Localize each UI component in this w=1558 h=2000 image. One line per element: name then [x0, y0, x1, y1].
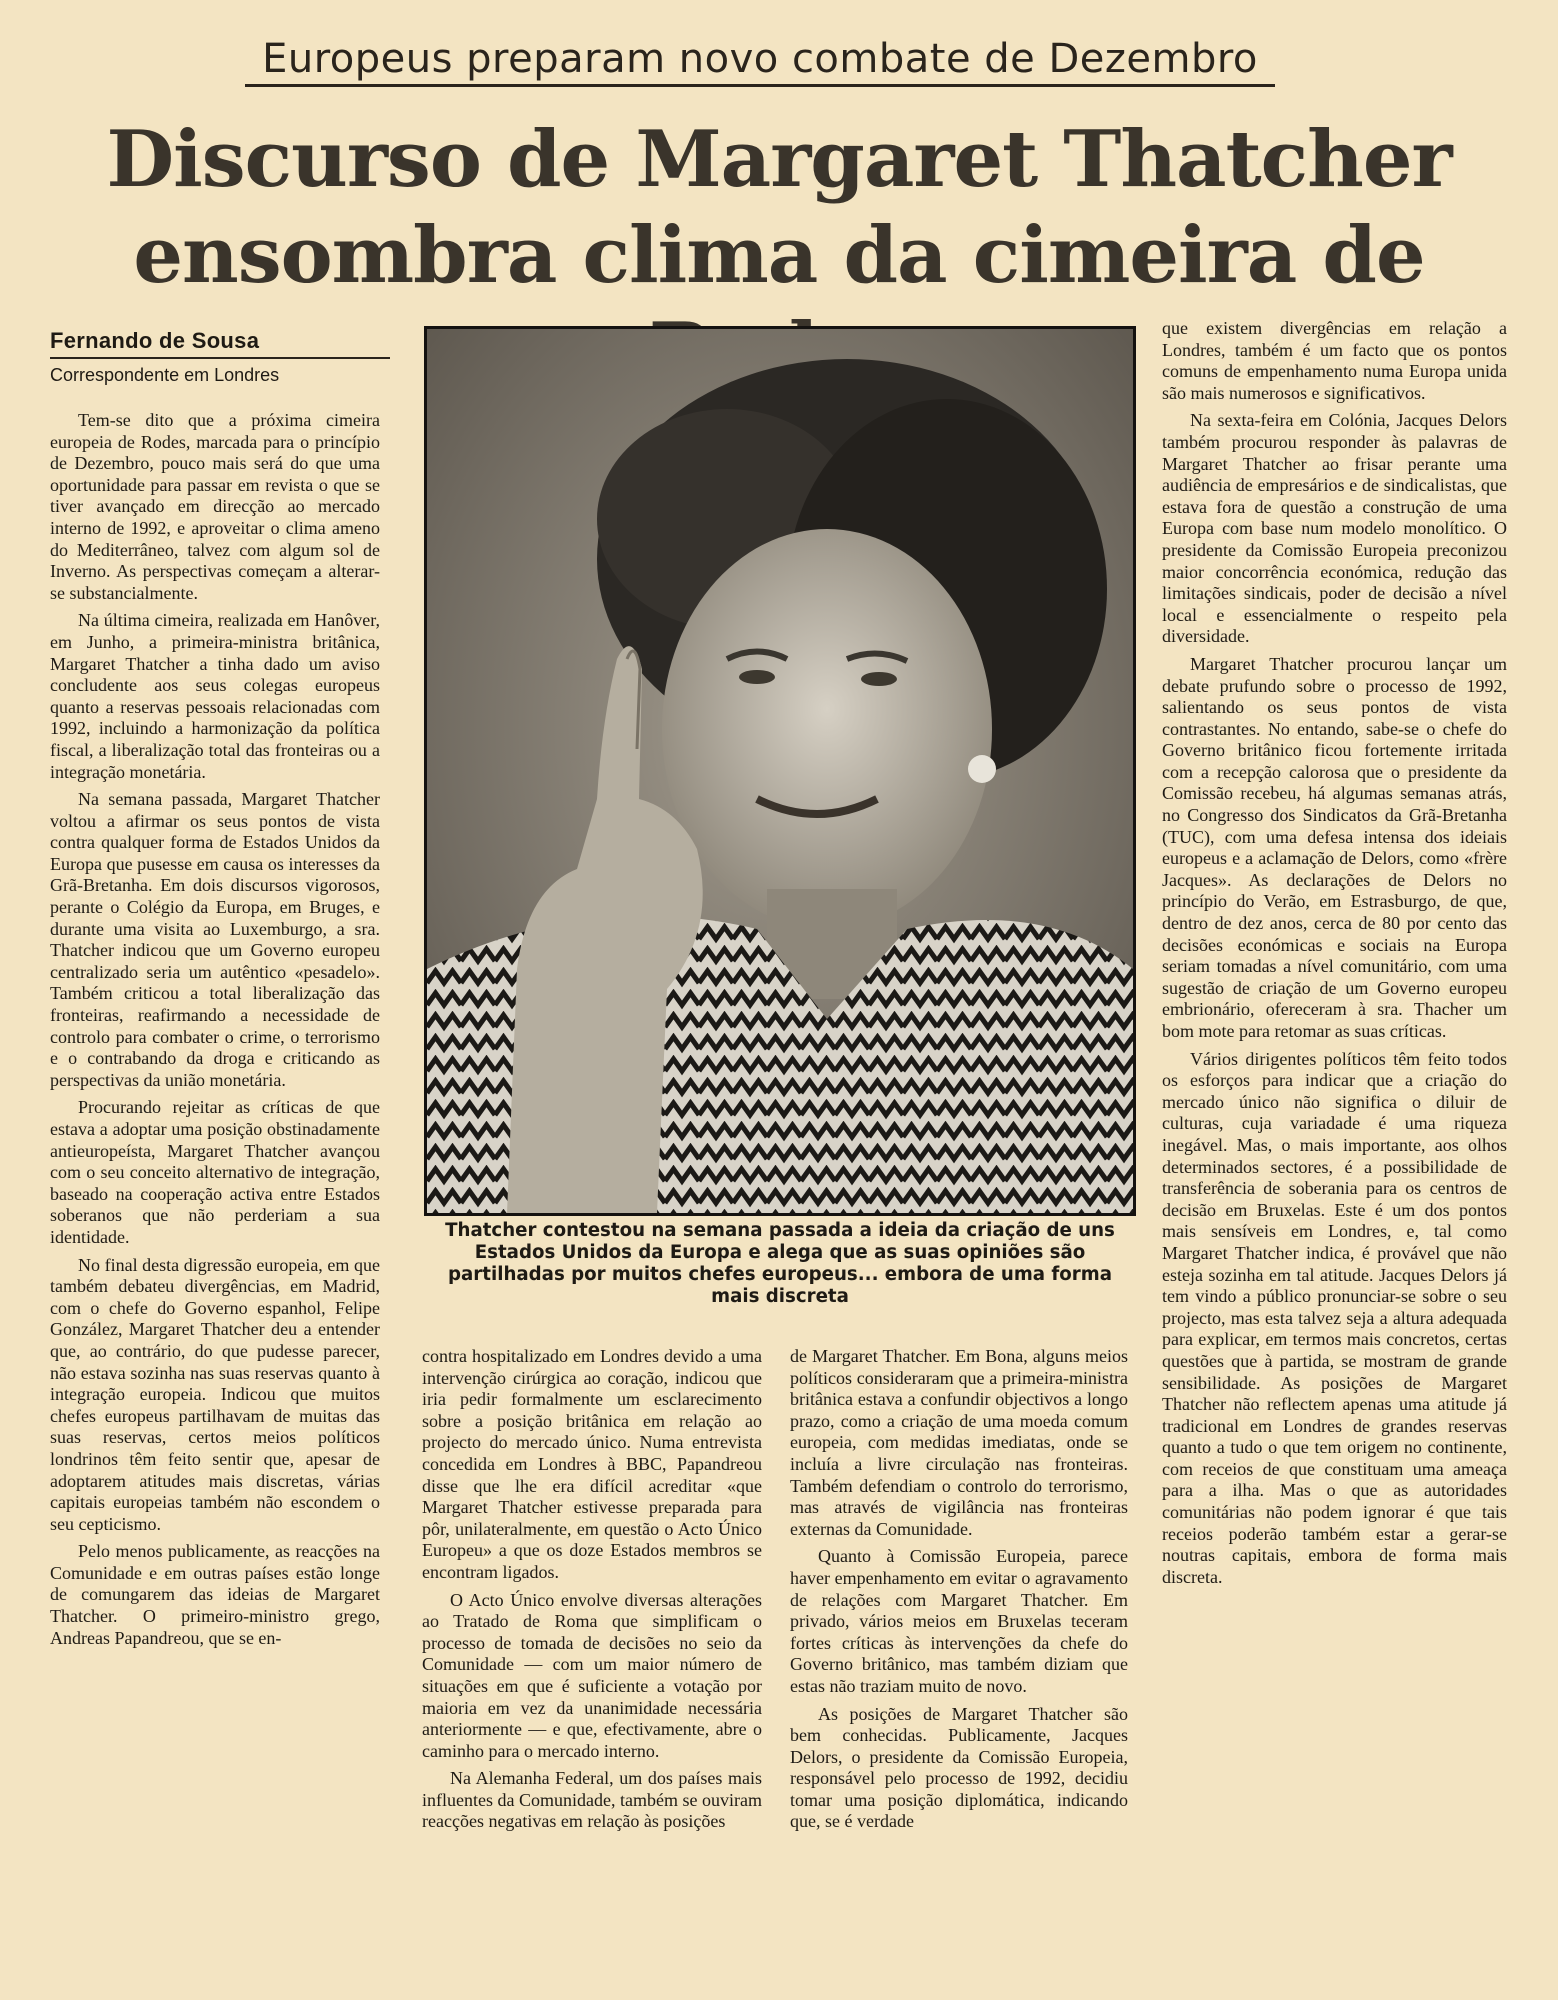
paragraph: Margaret Thatcher procurou lançar um debate prufundo sobre o processo de 1992, salientando os seus pontos de vista contrastantes. No entando, sabe-se o chefe do Governo britânico ficou fortemente irritada com a recepção calorosa que o presidente da Comissão recebeu, há algumas semanas atrás, no Congresso dos Sindicatos da Grã-Bretanha (TUC), com uma defesa intensa dos ideiais europeus e a aclamação de Delors, como «frère Jacques». As declarações de Delors no princípio do Verão, em Estrasburgo, de que, dentro de dez anos, cerca de 80 por cento das decisões económicas e sociais na Europa seriam tomadas a nível comunitário, com uma sugestão de criação de um Governo europeu embrionário, ofereceram à sra. Thacher um bom mote para retomar as suas críticas.	[1162, 653, 1507, 1041]
headline-line-2: ensombra clima da cimeira de	[133, 210, 1425, 301]
column-2	[422, 1346, 762, 1839]
paragraph: Quanto à Comissão Europeia, parece haver empenhamento em evitar o agravamento de relações com Margaret Thatcher. Em privado, vários meios em Bruxelas teceram fortes críticas às intervenções da chefe do Governo britânico, mas também diziam que estas não traziam muito de novo.	[790, 1546, 1128, 1696]
column-1	[50, 410, 380, 1655]
paragraph: Procurando rejeitar as críticas de que estava a adoptar uma posição obstinadamente antieuropeísta, Margaret Thatcher avançou com o seu conceito alternativo de integração, baseado na cooperação activa entre Estados soberanos que não perderiam a sua identidade.	[50, 1097, 380, 1247]
author-name: Fernando de Sousa	[50, 328, 390, 359]
paragraph: de Margaret Thatcher. Em Bona, alguns meios políticos consideraram que a primeira-ministra britânica estava a confundir objectivos a longo prazo, como a criação de uma moeda comum europeia, com medidas imediatas, onde se incluía a livre circulação nas fronteiras. Também defendiam o controlo do terrorismo, mas através de vigilância nas fronteiras externas da Comunidade.	[790, 1346, 1128, 1539]
author-role: Correspondente em Londres	[50, 365, 280, 385]
paragraph: As posições de Margaret Thatcher são bem conhecidas. Publicamente, Jacques Delors, o presidente da Comissão Europeia, responsável pelo processo de 1992, decidiu tomar uma posição diplomática, indicando que, se é verdade	[790, 1703, 1128, 1832]
thatcher-photo	[424, 326, 1136, 1216]
paragraph: contra hospitalizado em Londres devido a uma intervenção cirúrgica ao coração, indicou que iria pedir formalmente um esclarecimento sobre a posição britânica em relação ao projecto do mercado único. Numa entrevista concedida em Londres à BBC, Papandreou disse que lhe era difícil acreditar «que Margaret Thatcher estivesse preparada para pôr, unilateralmente, em questão o Acto Único Europeu» a que os doze Estados membros se encontram ligados.	[422, 1346, 762, 1582]
kicker-headline: Europeus preparam novo combate de Dezembro	[245, 36, 1275, 87]
photo-illustration	[427, 329, 1133, 1213]
byline	[50, 328, 390, 386]
column-3	[790, 1346, 1128, 1839]
paragraph: Vários dirigentes políticos têm feito todos os esforços para indicar que a criação do mercado único não significa o diluir de culturas, cuja variadade é uma riqueza inegável. Mas, o mais importante, aos olhos determinados sectores, é a possibilidade de transferência de soberania para os centros de decisão em Bruxelas. Este é um dos pontos mais sensíveis em Londres, e, tal como Margaret Thatcher indica, é provável que não esteja sozinha em tal atitude. Jacques Delors já tem vindo a público pronunciar-se sobre o seu projecto, mas esta talvez seja a altura adequada para explicar, em termos mais concretos, certas questões que à partida, se mostram de grande sensibilidade. As posições de Margaret Thatcher não reflectem apenas uma atitude já tradicional em Londres de grandes reservas quanto a tudo o que tem origem no continente, com receios de que constituam uma ameaça para a ilha. Mas o que as autoridades comunitárias não podem ignorar é que tais receios poderão também estar a gerar-se noutras capitais, embora de forma mais discreta.	[1162, 1048, 1507, 1587]
paragraph: Na última cimeira, realizada em Hanôver, em Junho, a primeira-ministra britânica, Margaret Thatcher a tinha dado um aviso concludente aos seus colegas europeus quanto a reservas pessoais relacionadas com 1992, incluindo a harmonização da política fiscal, a liberalização total das fronteiras ou a integração monetária.	[50, 610, 380, 782]
paragraph: que existem divergências em relação a Londres, também é um facto que os pontos comuns de empenhamento numa Europa unida são mais numerosos e significativos.	[1162, 318, 1507, 403]
headline-line-1: Discurso de Margaret Thatcher	[106, 114, 1452, 205]
paragraph: O Acto Único envolve diversas alterações ao Tratado de Roma que simplificam o processo de tomada de decisões no seio da Comunidade — com um maior número de situações em que é suficiente a votação por maioria em vez da unanimidade necessária anteriormente — e que, efectivamente, abre o caminho para o mercado interno.	[422, 1589, 762, 1761]
column-4	[1162, 318, 1507, 1594]
paragraph: Tem-se dito que a próxima cimeira europeia de Rodes, marcada para o princípio de Dezembro, pouco mais será do que uma oportunidade para passar em revista o que se tiver avançado em direcção ao mercado interno de 1992, e aproveitar o clima ameno do Mediterrâneo, talvez com algum sol de Inverno. As perspectivas começam a alterar-se substancialmente.	[50, 410, 380, 603]
paragraph: Na Alemanha Federal, um dos países mais influentes da Comunidade, também se ouviram reacções negativas em relação às posições	[422, 1768, 762, 1832]
paragraph: Na sexta-feira em Colónia, Jacques Delors também procurou responder às palavras de Margaret Thatcher ao frisar perante uma audiência de empresários e de sindicalistas, que estava fora de questão a construção de uma Europa com base num modelo monolítico. O presidente da Comissão Europeia preconizou maior concorrência económica, redução das limitações sindicais, poder de decisão a nível local e essencialmente o respeito pela diversidade.	[1162, 410, 1507, 647]
paragraph: Pelo menos publicamente, as reacções na Comunidade e em outras países estão longe de comungarem das ideias de Margaret Thatcher. O primeiro-ministro grego, Andreas Papandreou, que se en-	[50, 1541, 380, 1648]
photo-caption: Thatcher contestou na semana passada a ideia da criação de uns Estados Unidos da Europa e alega que as suas opiniões são partilhadas por muitos chefes europeus... embora de uma forma mais discreta	[445, 1220, 1115, 1307]
paragraph: No final desta digressão europeia, em que também debateu divergências, em Madrid, com o chefe do Governo espanhol, Felipe González, Margaret Thatcher deu a entender que, ao contrário, do que pudesse parecer, não estava sozinha nas suas reservas quanto à integração europeia. Indicou que muitos chefes europeus partilhavam de muitas das suas reservas, certos meios políticos londrinos têm feito sentir que, apesar de adoptarem atitudes mais discretas, várias capitais europeias também não escondem o seu cepticismo.	[50, 1254, 380, 1534]
paragraph: Na semana passada, Margaret Thatcher voltou a afirmar os seus pontos de vista contra qualquer forma de Estados Unidos da Europa que pusesse em causa os interesses da Grã-Bretanha. Em dois discursos vigorosos, perante o Colégio da Europa, em Bruges, e durante uma visita ao Luxemburgo, a sra. Thatcher indicou que um Governo europeu centralizado seria um autêntico «pesadelo». Também criticou a total liberalização das fronteiras, reafirmando a necessidade de controlo para combater o crime, o terrorismo e o contrabando da droga e criticando as perspectivas da união monetária.	[50, 789, 380, 1090]
